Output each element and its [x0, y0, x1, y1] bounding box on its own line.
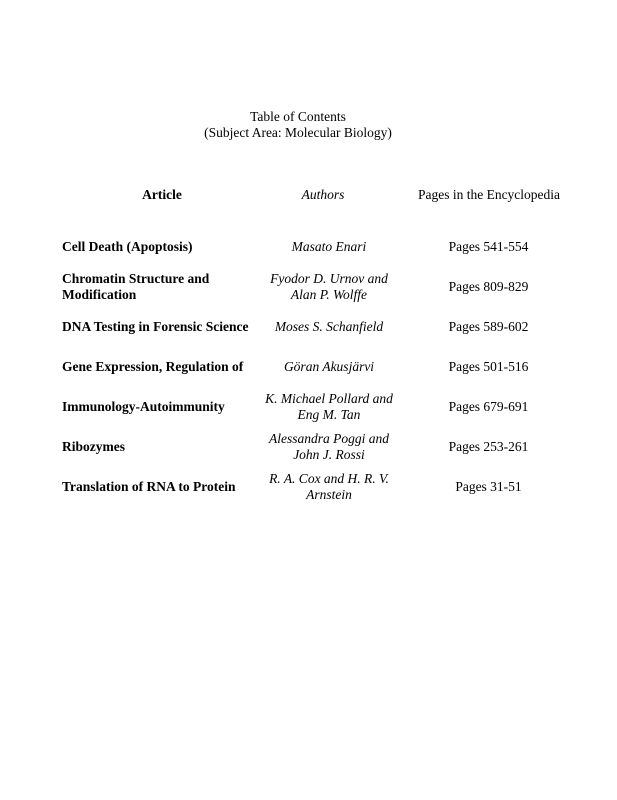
document-subtitle: (Subject Area: Molecular Biology) — [204, 125, 392, 140]
article-authors: Moses S. Schanfield — [274, 319, 384, 334]
article-pages — [404, 269, 574, 305]
table-row — [0, 309, 617, 345]
article-title: Chromatin Structure and Modification — [62, 271, 210, 302]
article-pages — [404, 469, 574, 505]
table-row — [0, 429, 617, 465]
article-title: Immunology-Autoimmunity — [62, 399, 225, 414]
article-authors: Alessandra Poggi and John J. Rossi — [269, 431, 389, 462]
table-row — [0, 349, 617, 385]
column-header-authors: Authors — [301, 187, 345, 202]
article-title: Cell Death (Apoptosis) — [62, 239, 193, 254]
article-pages-text: Pages 809-829 — [448, 279, 529, 294]
article-pages-text: Pages 501-516 — [448, 359, 529, 374]
column-header-pages: Pages in the Encyclopedia — [417, 187, 561, 202]
article-title: Translation of RNA to Protein — [62, 479, 236, 494]
table-row — [0, 469, 617, 505]
document-heading — [0, 109, 596, 141]
column-header-article: Article — [142, 187, 182, 202]
article-title: Gene Expression, Regulation of — [62, 359, 244, 374]
table-row — [0, 229, 617, 265]
article-pages-text: Pages 679-691 — [448, 399, 529, 414]
article-title: DNA Testing in Forensic Science — [62, 319, 249, 334]
article-authors: Fyodor D. Urnov and Alan P. Wolffe — [270, 271, 388, 302]
article-title: Ribozymes — [62, 439, 125, 454]
table-row — [0, 389, 617, 425]
table-header-row — [0, 187, 617, 205]
table-row — [0, 269, 617, 305]
article-pages-text: Pages 253-261 — [448, 439, 529, 454]
article-pages — [404, 429, 574, 465]
article-authors: K. Michael Pollard and Eng M. Tan — [265, 391, 393, 422]
document-title: Table of Contents — [250, 109, 346, 124]
article-authors: Göran Akusjärvi — [283, 359, 375, 374]
article-authors: Masato Enari — [291, 239, 367, 254]
article-pages-text: Pages 589-602 — [448, 319, 529, 334]
article-pages — [404, 309, 574, 345]
article-pages-text: Pages 541-554 — [448, 239, 529, 254]
article-pages — [404, 389, 574, 425]
article-pages — [404, 349, 574, 385]
article-authors: R. A. Cox and H. R. V. Arnstein — [269, 471, 389, 502]
article-pages — [404, 229, 574, 265]
article-pages-text: Pages 31-51 — [455, 479, 522, 494]
